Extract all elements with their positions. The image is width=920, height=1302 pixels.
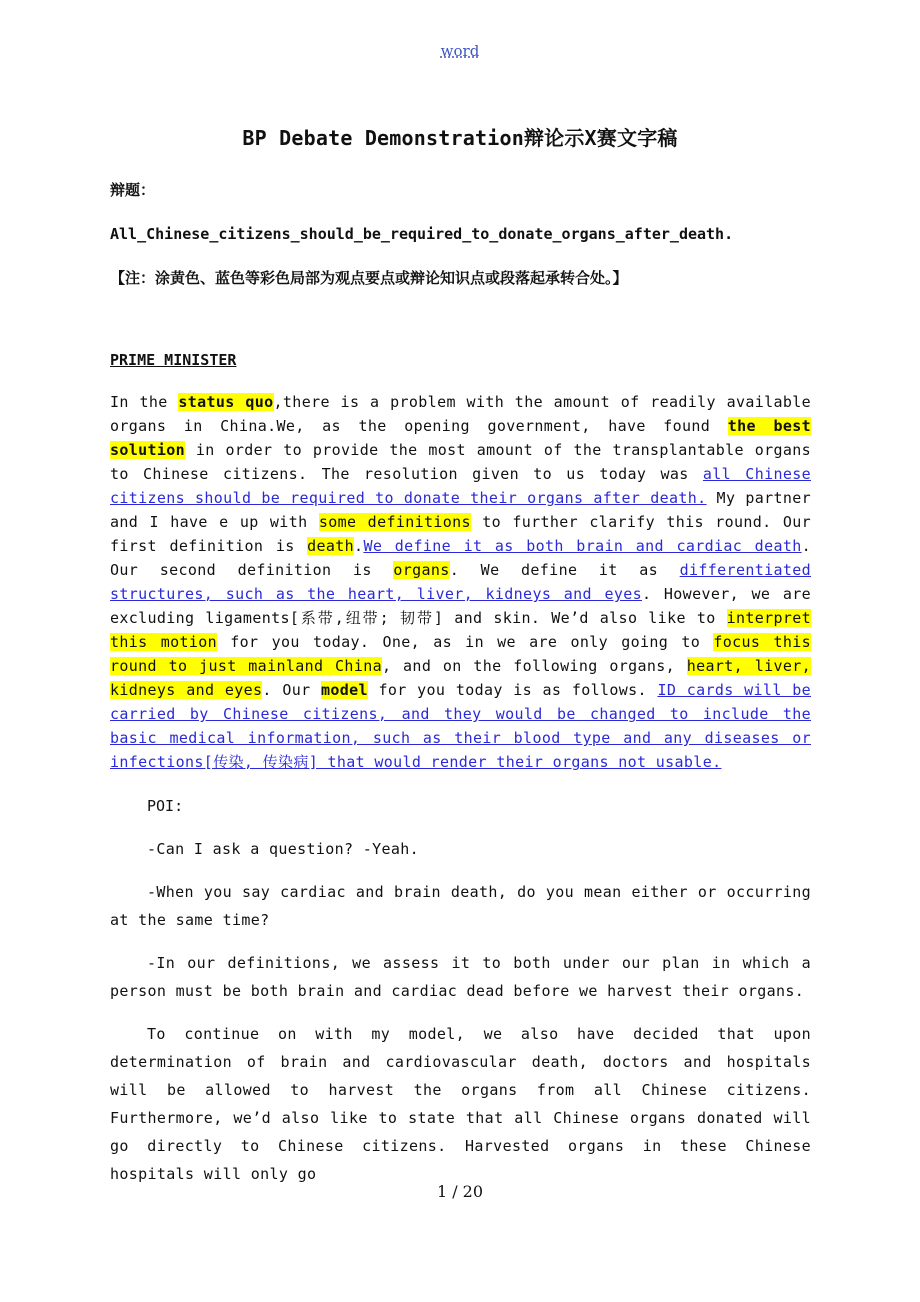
highlight-mainland-china: focus this round to just mainland China <box>110 633 811 675</box>
highlight-status-quo: status quo <box>178 393 274 411</box>
section-prime-minister: PRIME MINISTER <box>110 351 237 369</box>
text-run: . <box>354 537 364 555</box>
highlight-some-definitions: some definitions <box>318 513 471 531</box>
text-run: , and on the following organs, <box>381 657 687 675</box>
prime-minister-paragraph <box>110 390 811 774</box>
blue-death-definition: We define it as both brain and cardiac death <box>363 537 802 555</box>
poi-line-3: -In our definitions, we assess it to both under our plan in which a person must be both brain and cardiac dead before we harvest their organs. <box>110 954 811 1000</box>
text-run: ,there is a problem with the amount of readily available organs in China.We, as the opening government, have found <box>110 393 812 435</box>
blue-organs-definition: differentiated structures, such as the heart, liver, kidneys and eyes <box>110 561 811 603</box>
document-body <box>110 178 811 1188</box>
color-note: 【注：涂黄色、蓝色等彩色局部为观点要点或辩论知识点或段落起承转合处。】 <box>110 269 628 287</box>
page-number: 1 / 20 <box>436 1182 484 1201</box>
highlight-best-solution: the best solution <box>110 417 811 459</box>
text-run: . Our <box>262 681 322 699</box>
highlight-organs: organs <box>393 561 450 579</box>
header-word-link[interactable]: word <box>440 42 480 60</box>
document-title: BP Debate Demonstration辩论示X赛文字稿 <box>242 126 678 150</box>
motion-text: All_Chinese_citizens_should_be_required_to_donate_organs_after_death. <box>110 225 734 243</box>
text-run: for you today. One, as in we are only going to <box>217 633 714 651</box>
poi-line-2: -When you say cardiac and brain death, do you mean either or occurring at the same time? <box>110 883 811 929</box>
text-run: for you today is as follows. <box>367 681 658 699</box>
text-run: . Our second definition is <box>110 537 811 579</box>
blue-resolution: all Chinese citizens should be required to donate their organs after death. <box>110 465 811 507</box>
highlight-organ-list: heart, liver, kidneys and eyes <box>110 657 811 699</box>
text-run: . We define it as <box>449 561 680 579</box>
poi-label: POI: <box>147 797 184 815</box>
text-run: to further clarify this round. Our first definition is <box>110 513 812 555</box>
highlight-interpret-motion: interpret this motion <box>110 609 811 651</box>
text-run: in order to provide the most amount of the transplantable organs to Chinese citizens. The resolution given to us today was <box>110 441 811 483</box>
text-run: . However, we are excluding ligaments[系带,纽带; 韧带] and skin. We’d also like to <box>110 585 811 627</box>
highlight-death: death <box>307 537 355 555</box>
text-run: In the <box>110 393 179 411</box>
text-run: My partner and I have e up with <box>110 489 811 531</box>
motion-label: 辩题： <box>110 181 156 199</box>
model-continuation-paragraph: To continue on with my model, we also have decided that upon determination of brain and cardiovascular death, doctors and hospitals will be allowed to harvest the organs from all Chinese citizens. Furthermore, we’d also like to state that all Chinese organs donated will go directly to Chinese citizens. Harvested organs in these Chinese hospitals will only go <box>110 1025 811 1183</box>
poi-line-1: -Can I ask a question? -Yeah. <box>147 840 420 858</box>
blue-model-description: ID cards will be carried by Chinese citizens, and they would be changed to include the basic medical information, such as their blood type and any diseases or infections[传染, 传染病] that would render their organs not usable. <box>110 681 811 771</box>
highlight-model: model <box>321 681 368 699</box>
